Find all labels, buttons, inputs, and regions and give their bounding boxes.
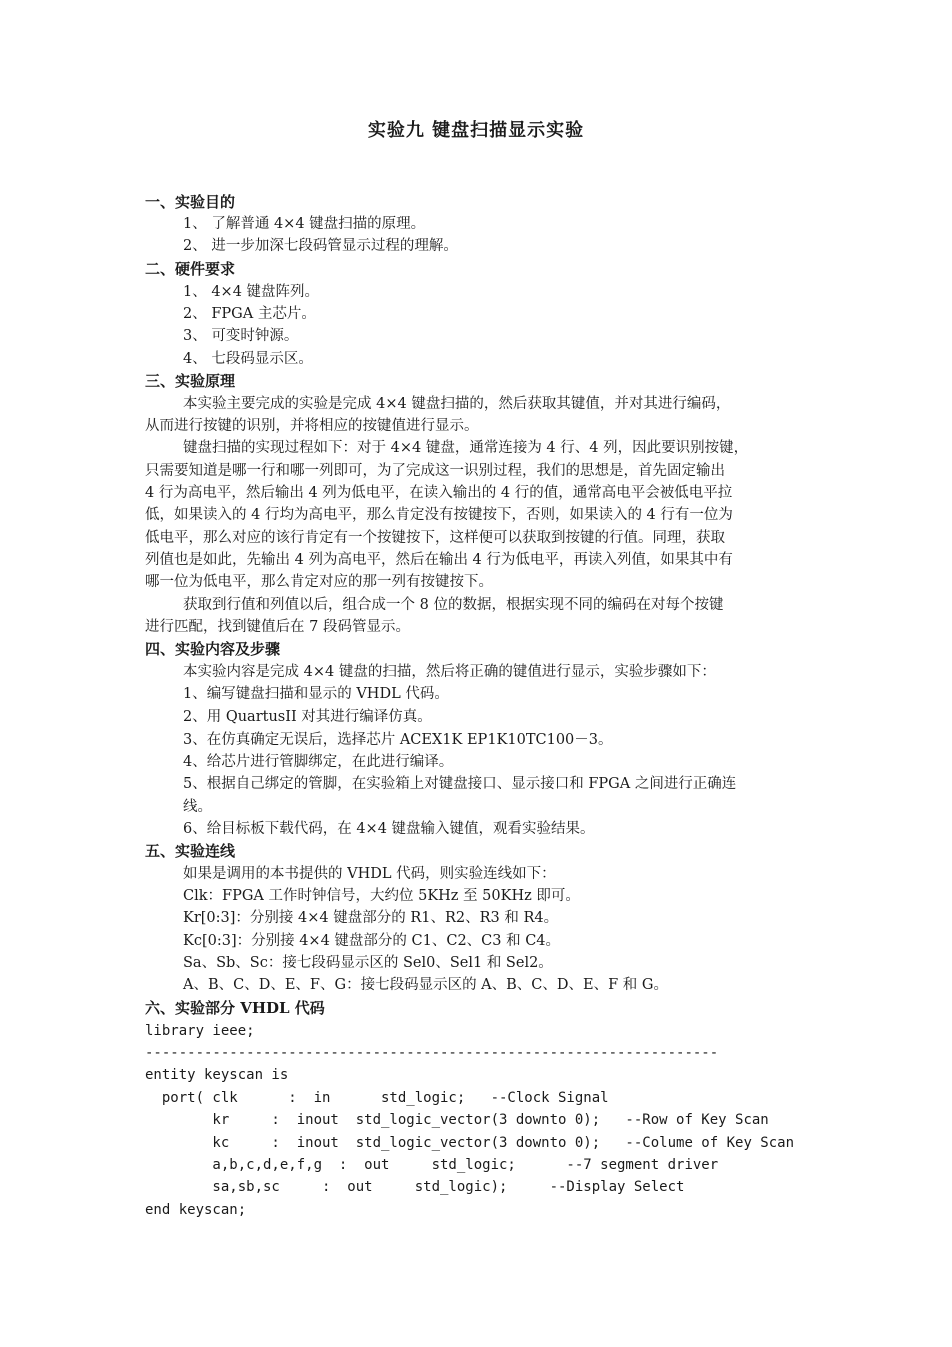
code-line: a,b,c,d,e,f,g : out std_logic; --7 segment driver bbox=[145, 1157, 719, 1173]
principle-line: 低电平，那么对应的该行肯定有一个按键按下，这样便可以获取到按键的行值。同理，获取 bbox=[145, 530, 725, 546]
section-heading-steps: 四、实验内容及步骤 bbox=[145, 640, 281, 658]
hardware-item: 1、 4×4 键盘阵列。 bbox=[183, 284, 320, 300]
section-heading-hardware: 二、硬件要求 bbox=[145, 260, 236, 278]
hardware-item: 3、 可变时钟源。 bbox=[183, 328, 299, 344]
principle-line: 进行匹配，找到键值后在 7 段码管显示。 bbox=[145, 619, 410, 635]
principle-line: 哪一位为低电平，那么肯定对应的那一列有按键按下。 bbox=[145, 574, 493, 590]
wiring-line: Sa、Sb、Sc：接七段码显示区的 Sel0、Sel1 和 Sel2。 bbox=[183, 955, 553, 971]
section-heading-wiring: 五、实验连线 bbox=[145, 842, 236, 860]
steps-line: 本实验内容是完成 4×4 键盘的扫描，然后将正确的键值进行显示，实验步骤如下： bbox=[183, 664, 716, 680]
principle-line: 列值也是如此，先输出 4 列为高电平，然后在输出 4 行为低电平，再读入列值，如果其中有 bbox=[145, 552, 733, 568]
section-heading-purpose: 一、实验目的 bbox=[145, 193, 236, 211]
code-line: kc : inout std_logic_vector(3 downto 0); --Colume of Key Scan bbox=[145, 1135, 795, 1151]
principle-line: 只需要知道是哪一行和哪一列即可，为了完成这一识别过程，我们的思想是，首先固定输出 bbox=[145, 463, 725, 479]
principle-line: 低，如果读入的 4 行均为高电平，那么肯定没有按键按下，否则，如果读入的 4 行有一位为 bbox=[145, 507, 733, 523]
code-line: library ieee; bbox=[145, 1023, 255, 1039]
principle-line: 4 行为高电平，然后输出 4 列为低电平，在读入输出的 4 行的值，通常高电平会被低电平拉 bbox=[145, 485, 733, 501]
wiring-line: Kr[0:3]：分别接 4×4 键盘部分的 R1、R2、R3 和 R4。 bbox=[183, 910, 559, 926]
steps-line: 线。 bbox=[183, 799, 212, 815]
principle-line: 键盘扫描的实现过程如下：对于 4×4 键盘，通常连接为 4 行、4 列，因此要识别按键， bbox=[183, 440, 749, 456]
purpose-item: 1、 了解普通 4×4 键盘扫描的原理。 bbox=[183, 216, 426, 232]
hardware-item: 4、 七段码显示区。 bbox=[183, 351, 313, 367]
principle-line: 获取到行值和列值以后，组合成一个 8 位的数据，根据实现不同的编码在对每个按键 bbox=[183, 597, 724, 613]
steps-line: 1、编写键盘扫描和显示的 VHDL 代码。 bbox=[183, 686, 449, 702]
code-line: port( clk : in std_logic; --Clock Signal bbox=[145, 1090, 609, 1106]
code-line: sa,sb,sc : out std_logic); --Display Select bbox=[145, 1179, 685, 1195]
code-line: kr : inout std_logic_vector(3 downto 0); --Row of Key Scan bbox=[145, 1112, 769, 1128]
steps-line: 4、给芯片进行管脚绑定，在此进行编译。 bbox=[183, 754, 454, 770]
section-heading-code: 六、实验部分 VHDL 代码 bbox=[145, 999, 325, 1017]
steps-line: 5、根据自己绑定的管脚，在实验箱上对键盘接口、显示接口和 FPGA 之间进行正确连 bbox=[183, 776, 737, 792]
section-heading-principle: 三、实验原理 bbox=[145, 372, 236, 390]
wiring-line: Clk：FPGA 工作时钟信号，大约位 5KHz 至 50KHz 即可。 bbox=[183, 888, 580, 904]
wiring-line: A、B、C、D、E、F、G：接七段码显示区的 A、B、C、D、E、F 和 G。 bbox=[183, 977, 668, 993]
wiring-line: Kc[0:3]：分别接 4×4 键盘部分的 C1、C2、C3 和 C4。 bbox=[183, 933, 561, 949]
principle-line: 本实验主要完成的实验是完成 4×4 键盘扫描的，然后获取其键值，并对其进行编码， bbox=[183, 396, 731, 412]
code-line: end keyscan; bbox=[145, 1202, 247, 1218]
steps-line: 3、在仿真确定无误后，选择芯片 ACEX1K EP1K10TC100－3。 bbox=[183, 732, 613, 748]
steps-line: 6、给目标板下载代码，在 4×4 键盘输入键值，观看实验结果。 bbox=[183, 821, 595, 837]
wiring-line: 如果是调用的本书提供的 VHDL 代码，则实验连线如下： bbox=[183, 866, 556, 882]
document-title: 实验九 键盘扫描显示实验 bbox=[367, 120, 585, 141]
purpose-item: 2、 进一步加深七段码管显示过程的理解。 bbox=[183, 238, 458, 254]
principle-line: 从而进行按键的识别，并将相应的按键值进行显示。 bbox=[145, 418, 479, 434]
code-line: entity keyscan is bbox=[145, 1067, 289, 1083]
code-line: -------------------------------------------------------------------- bbox=[145, 1045, 719, 1061]
steps-line: 2、用 QuartusII 对其进行编译仿真。 bbox=[183, 709, 432, 725]
hardware-item: 2、 FPGA 主芯片。 bbox=[183, 306, 316, 322]
